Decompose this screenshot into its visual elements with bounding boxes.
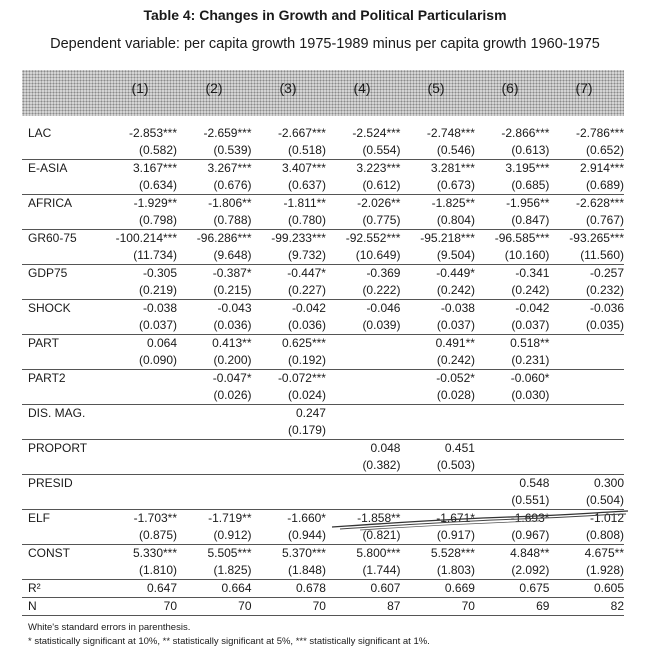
se-row [22, 387, 624, 405]
n-row [22, 598, 624, 616]
row-label [22, 387, 103, 405]
table-cell: -1.012 [549, 510, 624, 528]
table-cell: 0.664 [177, 580, 251, 598]
table-cell: -96.286*** [177, 230, 251, 248]
row-label: R² [22, 580, 103, 598]
table-cell: (0.804) [436, 213, 475, 227]
row-label: PROPORT [22, 440, 103, 458]
table-cell: (0.808) [585, 528, 624, 542]
table-cell: (0.504) [585, 493, 624, 507]
table-cell: 70 [103, 598, 177, 616]
table-cell: (0.242) [436, 283, 475, 297]
table-cell: 0.451 [400, 440, 474, 458]
table-cell: (0.685) [511, 178, 550, 192]
table-cell: -1.825** [400, 195, 474, 213]
table-cell: -0.387* [177, 265, 251, 283]
spacer-row [22, 117, 624, 125]
table-cell: -0.042 [475, 300, 549, 318]
table-cell: (0.242) [436, 353, 475, 367]
table-cell: (1.744) [362, 563, 401, 577]
table-cell: -0.369 [326, 265, 400, 283]
column-header: (2) [205, 80, 223, 96]
table-cell [252, 475, 326, 493]
table-cell: (11.560) [580, 248, 624, 262]
table-cell [326, 492, 400, 510]
table-cell: 69 [475, 598, 549, 616]
table-cell: -2.628*** [549, 195, 624, 213]
table-cell: (0.539) [213, 143, 252, 157]
table-cell [549, 440, 624, 458]
table-cell [103, 492, 177, 510]
table-cell: (0.036) [287, 318, 326, 332]
column-header: (3) [279, 80, 297, 96]
row-label: ELF [22, 510, 103, 528]
table-cell: 0.518** [475, 335, 549, 353]
table-cell: 0.675 [475, 580, 549, 598]
table-cell: -0.038 [400, 300, 474, 318]
table-cell: 3.195*** [475, 160, 549, 178]
table-cell [400, 492, 474, 510]
table-cell: (0.967) [511, 528, 550, 542]
table-cell: -0.257 [549, 265, 624, 283]
table-cell: -1.719** [177, 510, 251, 528]
table-cell: 5.528*** [400, 545, 474, 563]
row-label [22, 142, 103, 160]
table-cell [475, 405, 549, 423]
table-cell: 0.669 [400, 580, 474, 598]
table-cell: -2.866*** [501, 126, 550, 140]
table-cell: -0.447* [252, 265, 326, 283]
table-cell [103, 387, 177, 405]
table-cell: -0.047* [177, 370, 251, 388]
se-row [22, 282, 624, 300]
row-label: GDP75 [22, 265, 103, 283]
table-cell: (0.634) [138, 178, 178, 192]
table-cell: -0.060* [475, 370, 549, 388]
table-cell: (0.035) [585, 318, 624, 332]
table-cell: 3.267*** [177, 160, 251, 178]
table-cell: -2.659*** [203, 126, 252, 140]
table-cell [177, 440, 251, 458]
table-cell: (0.518) [287, 143, 326, 157]
table-cell: -93.265*** [549, 230, 624, 248]
table-cell: (0.554) [362, 143, 401, 157]
table-cell: (0.503) [436, 458, 475, 472]
table-cell [549, 457, 624, 475]
row-label: CONST [22, 545, 103, 563]
coef-row [22, 405, 624, 423]
table-cell: 0.607 [326, 580, 400, 598]
table-cell: (0.582) [138, 143, 178, 157]
se-row [22, 492, 624, 510]
table-cell: (0.821) [362, 528, 401, 542]
se-row [22, 317, 624, 335]
row-label [22, 247, 103, 265]
table-cell: -0.305 [103, 265, 177, 283]
table-cell [326, 422, 400, 440]
table-cell: (0.613) [511, 143, 550, 157]
coef-row [22, 230, 624, 248]
table-cell: (0.024) [287, 388, 326, 402]
table-cell: -1.929** [103, 195, 177, 213]
table-cell: -2.853*** [128, 126, 178, 140]
table-cell: -92.552*** [326, 230, 400, 248]
table-cell: -0.038 [103, 300, 177, 318]
table-cell [177, 422, 251, 440]
table-cell: (0.551) [511, 493, 550, 507]
se-row [22, 527, 624, 545]
se-row [22, 212, 624, 230]
table-cell [549, 370, 624, 388]
coef-row [22, 300, 624, 318]
se-row [22, 352, 624, 370]
coef-row [22, 510, 624, 528]
table-cell: -2.026** [326, 195, 400, 213]
table-cell [326, 405, 400, 423]
coef-row [22, 335, 624, 353]
regression-table [22, 117, 624, 616]
row-label: DIS. MAG. [22, 405, 103, 423]
table-cell: (0.875) [138, 528, 178, 542]
table-cell: (0.788) [213, 213, 252, 227]
table-cell: (9.732) [287, 248, 326, 262]
table-cell: 0.491** [400, 335, 474, 353]
table-cell: (0.232) [585, 283, 624, 297]
table-cell: (0.215) [213, 283, 252, 297]
table-subtitle: Dependent variable: per capita growth 1975-1989 minus per capita growth 1960-1975 [50, 36, 600, 52]
table-cell: (0.382) [362, 458, 401, 472]
table-cell: (0.030) [511, 388, 550, 402]
se-row [22, 562, 624, 580]
table-cell [549, 335, 624, 353]
row-label [22, 457, 103, 475]
table-cell: 0.300 [549, 475, 624, 493]
row-label [22, 352, 103, 370]
se-row [22, 457, 624, 475]
se-row [22, 177, 624, 195]
table-cell: -1.811** [252, 195, 326, 213]
table-cell: (0.242) [511, 283, 550, 297]
table-cell: 5.330*** [103, 545, 177, 563]
table-notes [28, 621, 430, 649]
row-label: AFRICA [22, 195, 103, 213]
table-cell [252, 457, 326, 475]
table-cell: (0.222) [362, 283, 401, 297]
table-cell: -0.042 [252, 300, 326, 318]
table-cell: (0.689) [585, 178, 624, 192]
table-cell [475, 422, 549, 440]
row-label: E-ASIA [22, 160, 103, 178]
table-cell [326, 387, 400, 405]
row-label [22, 492, 103, 510]
table-cell: (1.803) [436, 563, 475, 577]
table-cell [400, 405, 474, 423]
coef-row [22, 125, 624, 142]
table-cell: 3.407*** [252, 160, 326, 178]
table-cell [549, 422, 624, 440]
table-cell [103, 405, 177, 423]
row-label [22, 177, 103, 195]
table-cell: 0.247 [252, 405, 326, 423]
table-cell: 0.678 [252, 580, 326, 598]
table-title: Table 4: Changes in Growth and Political Particularism [143, 7, 507, 23]
table-cell: (11.734) [133, 248, 178, 262]
table-cell: -0.449* [400, 265, 474, 283]
row-label: GR60-75 [22, 230, 103, 248]
table-cell: (1.825) [213, 563, 252, 577]
table-cell: (1.848) [287, 563, 326, 577]
table-cell [400, 475, 474, 493]
spacer-cell [22, 117, 624, 125]
table-cell: (10.649) [355, 248, 401, 262]
table-cell: -1.660* [252, 510, 326, 528]
table-cell: -0.052* [400, 370, 474, 388]
table-cell [400, 422, 474, 440]
coef-row [22, 370, 624, 388]
column-header: (1) [131, 80, 149, 96]
table-cell: (0.227) [287, 283, 326, 297]
table-cell: 0.647 [103, 580, 177, 598]
table-cell: -2.748*** [426, 126, 475, 140]
row-label [22, 317, 103, 335]
table-cell [549, 387, 624, 405]
table-cell [475, 457, 549, 475]
table-cell: 0.548 [475, 475, 549, 493]
table-cell: (0.200) [213, 353, 252, 367]
table-cell: (10.160) [504, 248, 550, 262]
table-cell [252, 440, 326, 458]
table-cell [177, 475, 251, 493]
table-cell: -2.667*** [277, 126, 326, 140]
table-cell: 2.914*** [549, 160, 624, 178]
table-cell: (0.546) [436, 143, 475, 157]
table-cell [252, 492, 326, 510]
coef-row [22, 265, 624, 283]
table-cell: 70 [400, 598, 474, 616]
se-row [22, 142, 624, 160]
table-cell [177, 492, 251, 510]
table-cell [549, 405, 624, 423]
table-cell: 70 [177, 598, 251, 616]
table-cell: (0.637) [287, 178, 326, 192]
table-cell: 82 [549, 598, 624, 616]
table-cell: (0.798) [138, 213, 178, 227]
row-label: PRESID [22, 475, 103, 493]
table-cell: -1.703** [103, 510, 177, 528]
table-cell: -0.046 [326, 300, 400, 318]
note-line: White's standard errors in parenthesis. [28, 622, 191, 633]
table-cell: (0.847) [511, 213, 550, 227]
table-cell: (0.090) [138, 353, 178, 367]
table-cell [326, 335, 400, 353]
table-cell: (0.039) [362, 318, 401, 332]
table-cell: -1.858** [326, 510, 400, 528]
table-cell: -0.036 [549, 300, 624, 318]
table-cell: (0.037) [511, 318, 550, 332]
table-cell: -95.218*** [400, 230, 474, 248]
table-cell: 0.625*** [252, 335, 326, 353]
table-cell: -1.671* [400, 510, 474, 528]
table-cell: 5.370*** [252, 545, 326, 563]
table-cell: 87 [326, 598, 400, 616]
table-cell: 0.413** [177, 335, 251, 353]
coef-row [22, 195, 624, 213]
table-cell [103, 457, 177, 475]
table-cell [326, 370, 400, 388]
table-cell: -1.693* [475, 510, 549, 528]
table-cell [103, 440, 177, 458]
r2-row [22, 580, 624, 598]
note-line: * statistically significant at 10%, ** statistically significant at 5%, *** statistically significant at 1%. [28, 636, 430, 647]
row-label [22, 282, 103, 300]
table-cell: 0.064 [103, 335, 177, 353]
table-cell: (2.092) [511, 563, 550, 577]
row-label: PART2 [22, 370, 103, 388]
table-cell: 5.800*** [326, 545, 400, 563]
column-header: (7) [575, 80, 593, 96]
coef-row [22, 440, 624, 458]
table-cell: (0.037) [436, 318, 475, 332]
coef-row [22, 545, 624, 563]
row-label [22, 562, 103, 580]
table-cell: (0.775) [362, 213, 401, 227]
table-cell: -0.043 [177, 300, 251, 318]
table-cell: 70 [252, 598, 326, 616]
table-cell: 3.223*** [326, 160, 400, 178]
table-cell: (1.928) [585, 563, 624, 577]
table-cell [103, 422, 177, 440]
table-cell: (0.219) [138, 283, 178, 297]
table-cell: -1.806** [177, 195, 251, 213]
table-cell [326, 352, 400, 370]
se-row [22, 422, 624, 440]
table-cell: (0.028) [436, 388, 475, 402]
table-cell: (0.179) [287, 423, 326, 437]
table-cell: 5.505*** [177, 545, 251, 563]
table-cell [549, 352, 624, 370]
table-cell: (0.944) [287, 528, 326, 542]
table-cell: (0.037) [138, 318, 178, 332]
table-cell: 4.675** [549, 545, 624, 563]
column-header: (5) [427, 80, 445, 96]
table-cell: 0.605 [549, 580, 624, 598]
table-cell: -2.786*** [575, 126, 624, 140]
table-cell: (1.810) [138, 563, 178, 577]
row-label [22, 422, 103, 440]
coef-row [22, 475, 624, 493]
table-cell: (0.780) [287, 213, 326, 227]
table-cell: (9.504) [436, 248, 475, 262]
table-cell: -100.214*** [103, 230, 177, 248]
table-cell [103, 475, 177, 493]
column-header: (4) [353, 80, 371, 96]
table-cell: -1.956** [475, 195, 549, 213]
table-cell: 0.048 [326, 440, 400, 458]
table-cell: (0.917) [436, 528, 475, 542]
column-header: (6) [501, 80, 519, 96]
row-label: LAC [28, 126, 52, 140]
table-cell: (0.912) [213, 528, 252, 542]
row-label: PART [22, 335, 103, 353]
table-cell [177, 405, 251, 423]
table-cell: 3.167*** [103, 160, 177, 178]
table-cell: (0.192) [287, 353, 326, 367]
table-cell [326, 475, 400, 493]
table-cell: (0.676) [213, 178, 252, 192]
table-cell: -99.233*** [252, 230, 326, 248]
row-label: SHOCK [22, 300, 103, 318]
table-cell [103, 370, 177, 388]
table-cell: -2.524*** [352, 126, 401, 140]
table-cell: 3.281*** [400, 160, 474, 178]
table-cell: (0.673) [436, 178, 475, 192]
table-cell [177, 457, 251, 475]
table-cell: -0.341 [475, 265, 549, 283]
row-label: N [22, 598, 103, 616]
table-cell: (0.652) [585, 143, 624, 157]
table-cell: -96.585*** [475, 230, 549, 248]
se-row [22, 247, 624, 265]
row-label [22, 527, 103, 545]
coef-row [22, 160, 624, 178]
table-cell [475, 440, 549, 458]
table-cell: (0.612) [362, 178, 401, 192]
table-cell: (0.767) [585, 213, 624, 227]
table-cell: (9.648) [213, 248, 252, 262]
table-cell: (0.231) [511, 353, 550, 367]
row-label [22, 212, 103, 230]
table-cell: (0.026) [213, 388, 252, 402]
table-cell: (0.036) [213, 318, 252, 332]
table-cell: -0.072*** [252, 370, 326, 388]
table-cell: 4.848** [475, 545, 549, 563]
